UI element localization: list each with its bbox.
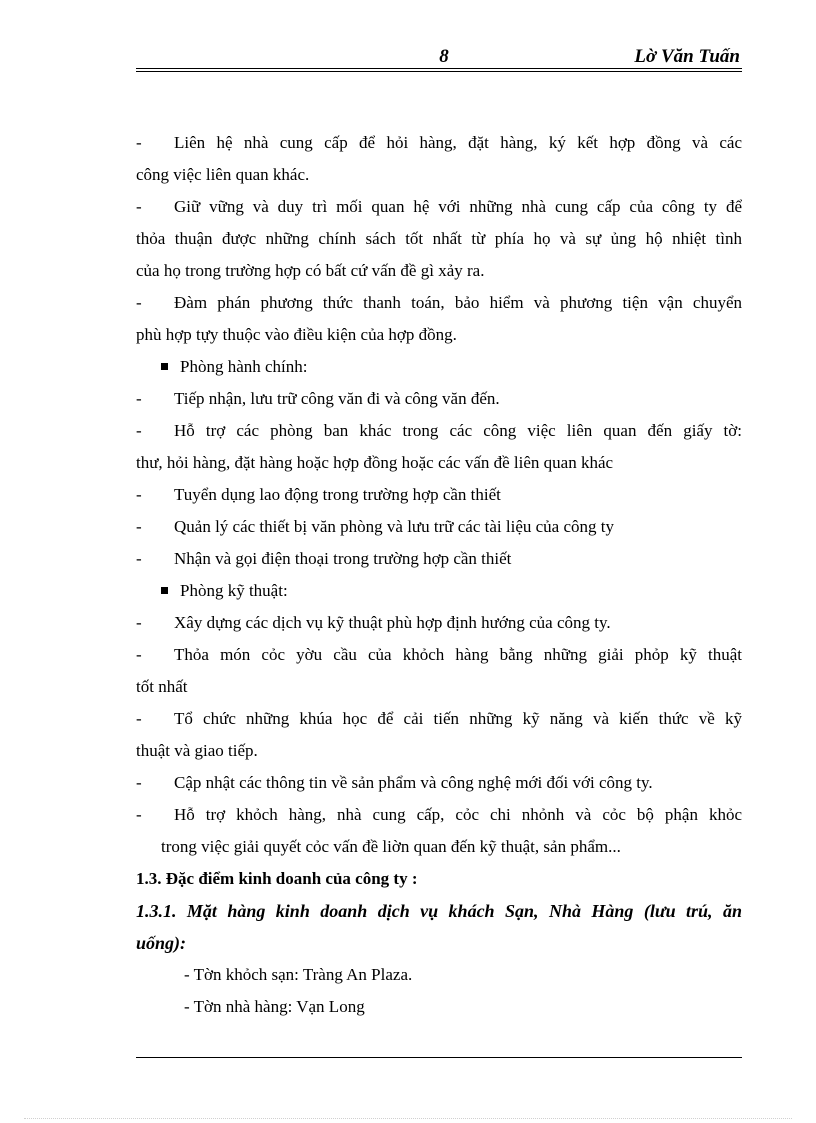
section-heading-admin	[136, 351, 742, 383]
dash-marker: -	[136, 709, 142, 728]
list-item	[136, 607, 742, 639]
dash-marker: -	[136, 133, 142, 152]
paragraph-text: Hỗ trợ khỏch hàng, nhà cung cấp, cỏc chi nhỏnh và cỏc bộ phận khỏc	[174, 805, 742, 824]
paragraph-continuation: công việc liên quan khác.	[136, 165, 310, 184]
dash-marker: -	[136, 485, 142, 504]
section-heading-technical	[136, 575, 742, 607]
list-item	[136, 511, 742, 543]
section-label: Phòng hành chính:	[180, 357, 308, 376]
dash-marker: -	[136, 773, 142, 792]
heading-1-3: 1.3. Đặc điểm kinh doanh của công ty :	[136, 869, 418, 888]
dash-marker: -	[136, 389, 142, 408]
paragraph-continuation: phù hợp tựy thuộc vào điều kiện của hợp đồng.	[136, 325, 457, 344]
paragraph-text: Đàm phán phương thức thanh toán, bảo hiểm và phương tiện vận chuyển	[174, 293, 742, 312]
paragraph-continuation: tốt nhất	[136, 677, 188, 696]
paragraph-text: Xây dựng các dịch vụ kỹ thuật phù hợp định hướng của công ty.	[174, 613, 611, 632]
paragraph-continuation: của họ trong trường hợp có bất cứ vấn đề gì xảy ra.	[136, 261, 485, 280]
paragraph-text: Cập nhật các thông tin về sản phẩm và công nghệ mới đối với công ty.	[174, 773, 653, 792]
dash-marker: -	[136, 613, 142, 632]
list-item	[136, 287, 742, 319]
page-number: 8	[439, 46, 449, 67]
section-label: Phòng kỹ thuật:	[180, 581, 288, 600]
paragraph-text: Hỗ trợ các phòng ban khác trong các công việc liên quan đến giấy tờ:	[174, 421, 742, 440]
heading-1-3-1-continuation: uống):	[136, 933, 187, 953]
square-bullet-icon	[161, 363, 168, 370]
dash-marker: -	[136, 517, 142, 536]
list-item	[136, 127, 742, 159]
list-item	[136, 415, 742, 447]
list-item	[136, 191, 742, 223]
list-item	[136, 703, 742, 735]
dash-marker: -	[136, 293, 142, 312]
list-item	[136, 383, 742, 415]
author-name: Lờ Văn Tuấn	[634, 46, 740, 67]
paragraph-text: Tuyển dụng lao động trong trường hợp cần thiết	[174, 485, 501, 504]
list-item	[136, 543, 742, 575]
paragraph-text: Thỏa món cỏc yờu cầu của khỏch hàng bằng những giải phỏp kỹ thuật	[174, 645, 742, 664]
header-double-rule	[136, 68, 742, 72]
dash-marker: -	[136, 197, 142, 216]
dash-marker: -	[136, 645, 142, 664]
dash-marker: -	[136, 549, 142, 568]
page-header	[136, 44, 742, 70]
square-bullet-icon	[161, 587, 168, 594]
footer-rule	[136, 1057, 742, 1058]
dash-marker: -	[136, 805, 142, 824]
page-bottom-edge	[24, 1118, 792, 1119]
paragraph-continuation: thuật và giao tiếp.	[136, 741, 258, 760]
dash-marker: -	[136, 421, 142, 440]
paragraph-text: Nhận và gọi điện thoại trong trường hợp cần thiết	[174, 549, 512, 568]
paragraph-text: Tiếp nhận, lưu trữ công văn đi và công văn đến.	[174, 389, 500, 408]
document-body	[136, 127, 742, 1023]
heading-1-3-1: 1.3.1. Mặt hàng kinh doanh dịch vụ khách Sạn, Nhà Hàng (lưu trú, ăn	[136, 901, 742, 921]
paragraph-text: Tổ chức những khúa học để cải tiến những kỹ năng và kiến thức về kỹ	[174, 709, 742, 728]
paragraph-continuation: trong việc giải quyết cỏc vấn đề liờn quan đến kỹ thuật, sản phẩm...	[161, 837, 621, 856]
paragraph-text: Liên hệ nhà cung cấp để hỏi hàng, đặt hàng, ký kết hợp đồng và các	[174, 133, 742, 152]
list-item	[136, 479, 742, 511]
paragraph-continuation: thỏa thuận được những chính sách tốt nhất từ phía họ và sự ủng hộ nhiệt tình	[136, 229, 742, 248]
restaurant-name-line: - Tờn nhà hàng: Vạn Long	[184, 997, 365, 1016]
list-item	[136, 799, 742, 831]
hotel-name-line: - Tờn khỏch sạn: Tràng An Plaza.	[184, 965, 413, 984]
paragraph-text: Quản lý các thiết bị văn phòng và lưu trữ các tài liệu của công ty	[174, 517, 614, 536]
list-item	[136, 767, 742, 799]
paragraph-text: Giữ vững và duy trì mối quan hệ với những nhà cung cấp của công ty để	[174, 197, 742, 216]
list-item	[136, 639, 742, 671]
paragraph-continuation: thư, hỏi hàng, đặt hàng hoặc hợp đồng hoặc các vấn đề liên quan khác	[136, 453, 614, 472]
